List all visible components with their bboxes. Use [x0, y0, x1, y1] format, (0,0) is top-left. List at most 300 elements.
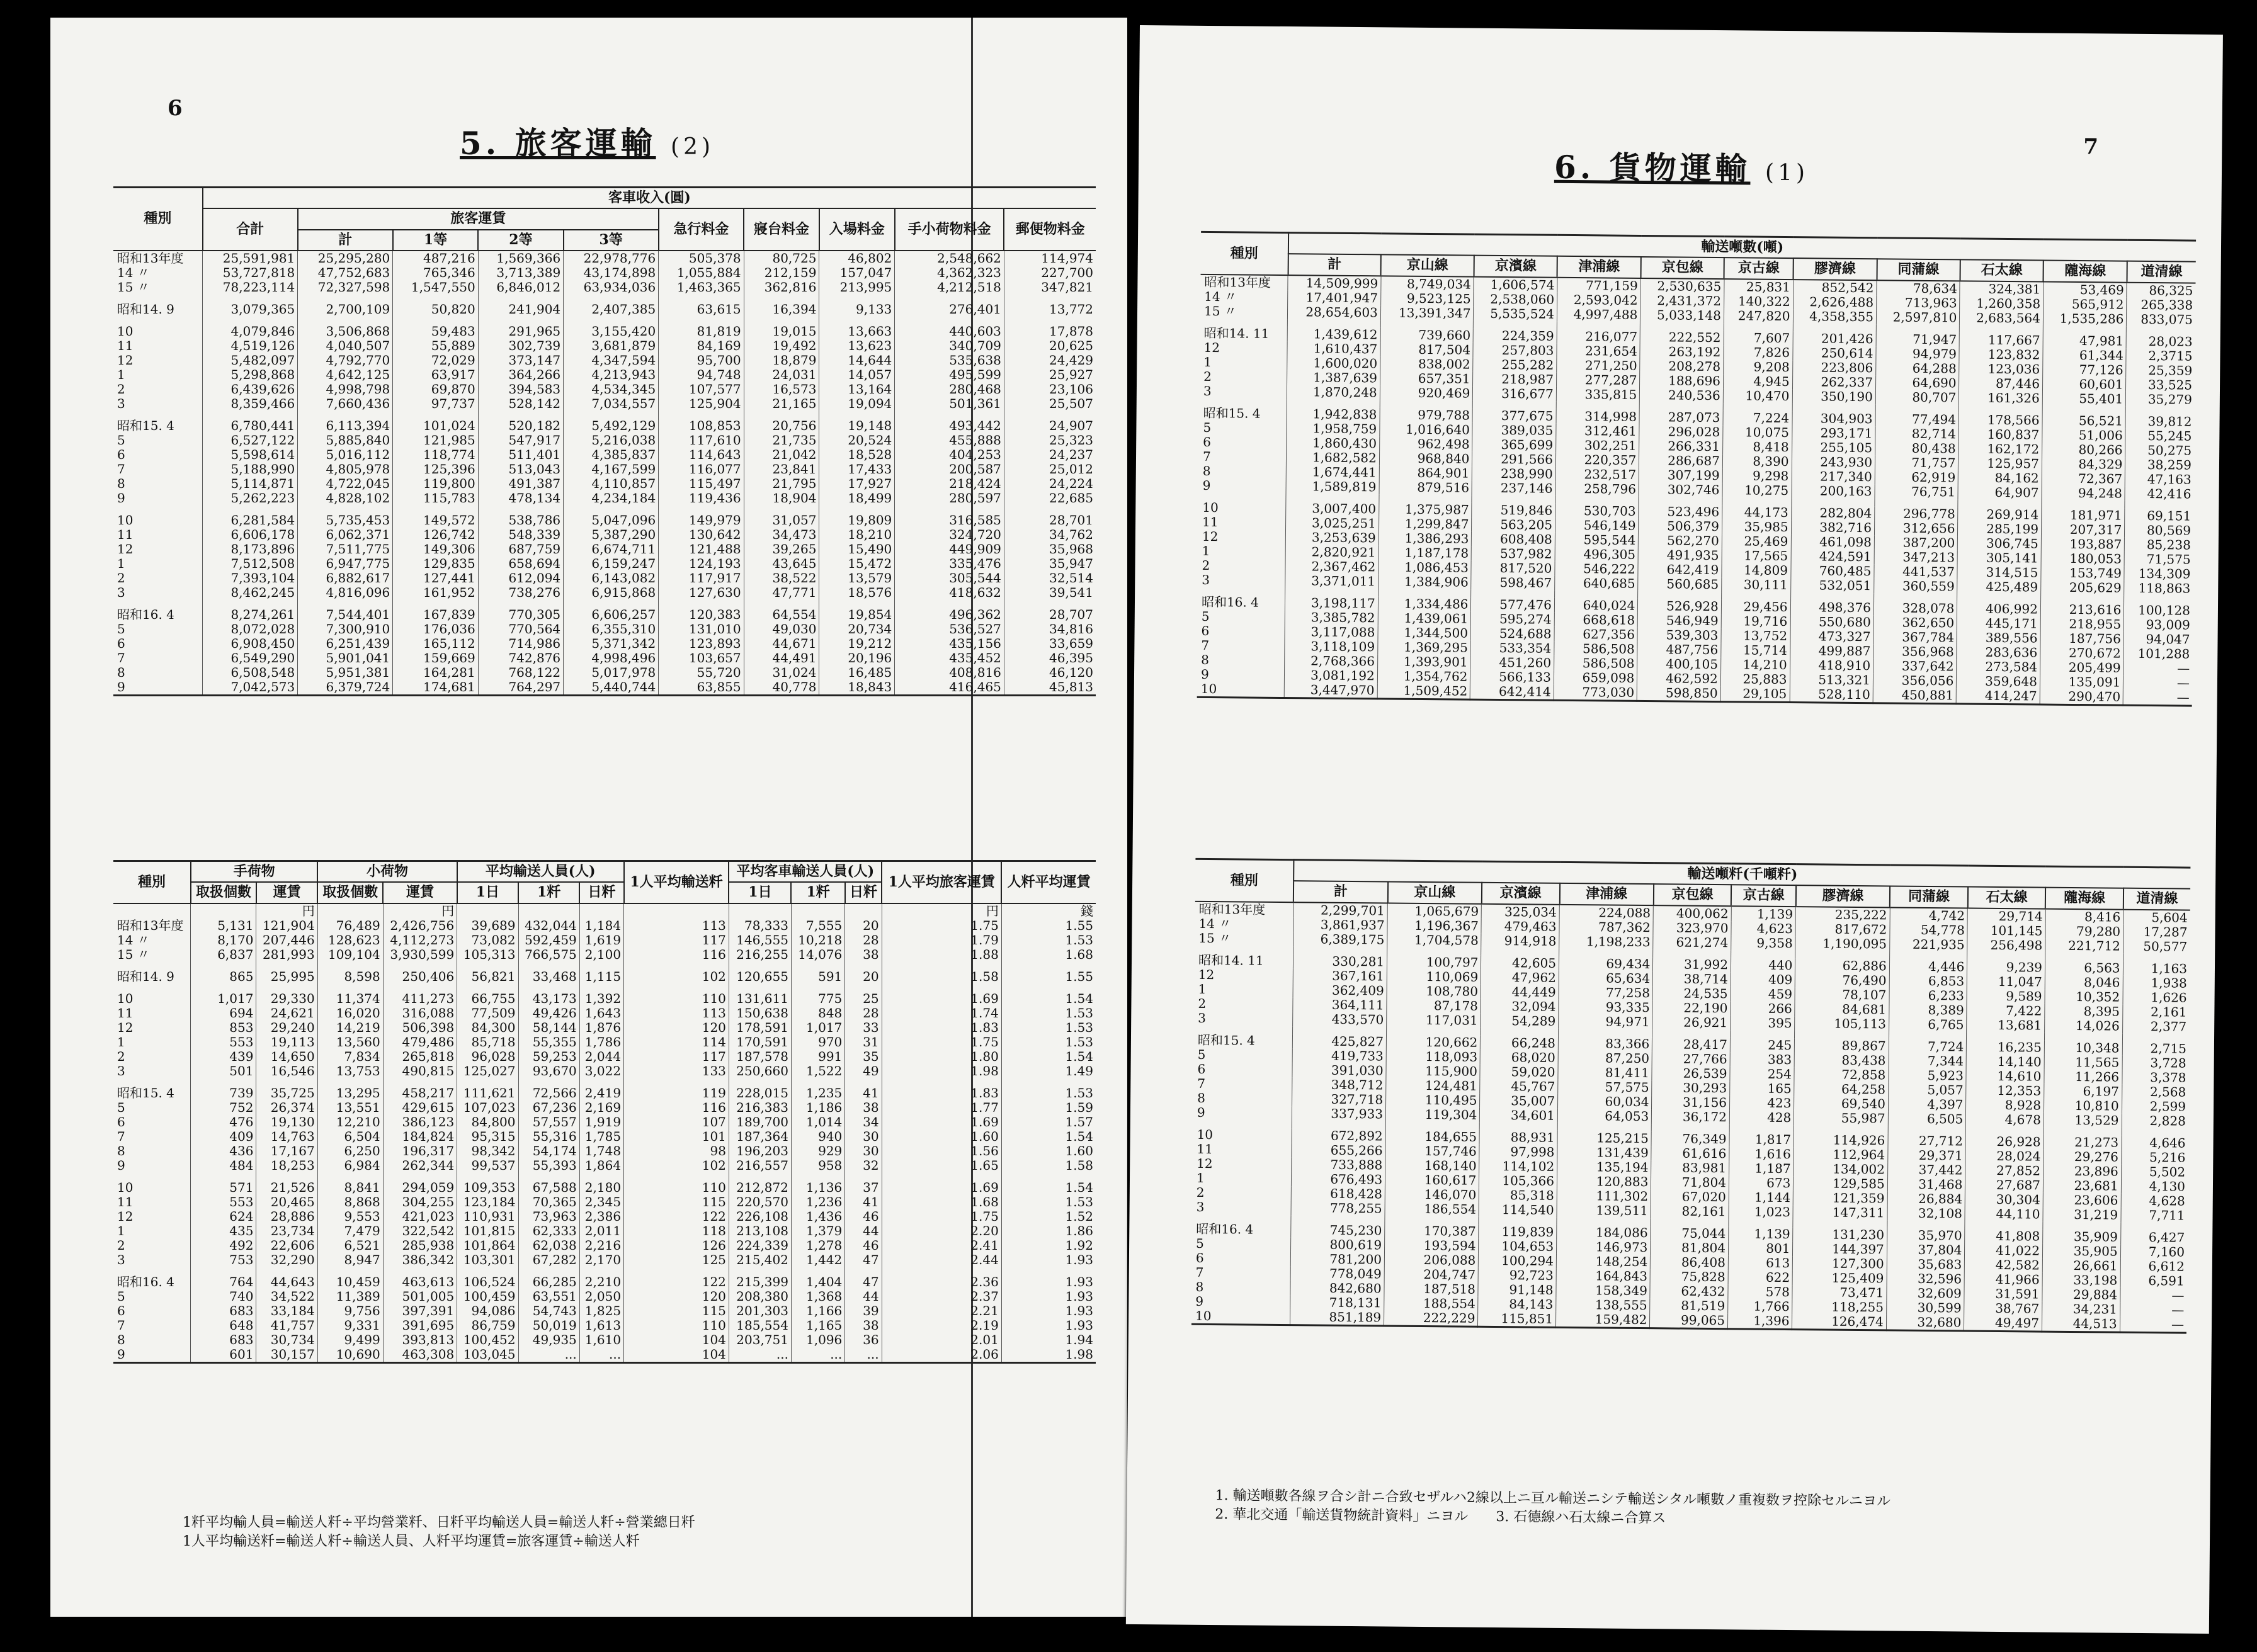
- table-cell: 41,022: [1965, 1243, 2043, 1258]
- table-cell: [317, 962, 383, 970]
- table-cell: 601: [191, 1347, 256, 1363]
- row-label: 昭和13年度: [1204, 274, 1271, 290]
- row-label: 12: [1203, 339, 1220, 355]
- table-cell: [729, 1267, 791, 1275]
- table-cell: 184,655: [1385, 1129, 1480, 1144]
- table-cell: 18,843: [819, 680, 895, 696]
- table-cell: [845, 1267, 882, 1275]
- table-cell: 32,680: [1886, 1315, 1964, 1331]
- table-cell: 929: [791, 1144, 844, 1158]
- table-cell: 42,416: [2125, 486, 2193, 501]
- table-cell: [845, 1173, 882, 1180]
- table-cell: 193,594: [1385, 1238, 1479, 1253]
- table-cell: 560,685: [1638, 577, 1722, 592]
- table-cell: 20: [845, 970, 882, 984]
- row-label: 12: [1198, 966, 1215, 982]
- table-cell: 324,381: [1960, 281, 2044, 297]
- row-label: 10: [1197, 1126, 1214, 1142]
- table-cell: 34,231: [2042, 1301, 2120, 1316]
- table-cell: 10,690: [317, 1347, 383, 1363]
- col-header: 人粁平均運賃: [1001, 861, 1096, 903]
- table-cell: 578: [1728, 1284, 1793, 1299]
- table-cell: 1,236: [791, 1195, 844, 1209]
- table-cell: [256, 984, 317, 992]
- table-cell: 131,010: [659, 622, 744, 636]
- table-cell: 71,757: [1875, 455, 1959, 470]
- table-cell: 64,690: [1875, 375, 1959, 390]
- table-cell: 95,315: [457, 1129, 518, 1144]
- row-label: 昭和15. 4: [117, 1085, 174, 1100]
- table-cell: 206,088: [1384, 1252, 1479, 1267]
- table-cell: 188,696: [1640, 373, 1724, 388]
- table-cell: 920,469: [1380, 385, 1473, 400]
- table-cell: 28,024: [1965, 1148, 2044, 1163]
- table-cell: 2,377: [2122, 1019, 2189, 1034]
- table-cell: 2.19: [882, 1318, 1001, 1333]
- table-cell: 302,746: [1639, 482, 1722, 497]
- table-cell: 627,356: [1554, 626, 1638, 642]
- row-label: 8: [117, 1332, 125, 1347]
- table-cell: 391,695: [383, 1318, 457, 1333]
- table-cell: 6,915,868: [564, 586, 659, 600]
- row-label: [113, 962, 191, 970]
- table-cell: 340,709: [895, 339, 1004, 353]
- table-cell: 739,660: [1380, 327, 1474, 342]
- row-label: 2: [117, 1237, 125, 1253]
- table-cell: 44,173: [1722, 505, 1792, 520]
- table-cell: 188,554: [1384, 1296, 1479, 1311]
- table-cell: 1,299,847: [1379, 516, 1472, 531]
- table-cell: 83,438: [1795, 1053, 1889, 1068]
- table-cell: [317, 1267, 383, 1275]
- table-cell: [791, 1078, 844, 1086]
- table-cell: 218,955: [2040, 616, 2124, 631]
- col-header: 京包線: [1654, 884, 1732, 905]
- table-cell: 6,780,441: [203, 419, 298, 433]
- table-cell: 105,313: [457, 948, 518, 962]
- row-label: 8: [1195, 1279, 1204, 1294]
- col-header: 1粁: [518, 882, 579, 903]
- table-cell: 216,383: [729, 1100, 791, 1115]
- table-cell: 44,643: [256, 1275, 317, 1289]
- table-cell: 11,389: [317, 1289, 383, 1304]
- table-cell: 21,795: [744, 477, 819, 491]
- table-cell: ...: [791, 1347, 844, 1363]
- table-cell: 1,439,061: [1378, 611, 1471, 626]
- table-cell: 14,057: [819, 368, 895, 382]
- table-cell: 6,765: [1889, 1017, 1967, 1032]
- table-cell: 84,143: [1478, 1296, 1556, 1311]
- table-cell: 8,390: [1722, 454, 1792, 469]
- table-cell: 185,554: [729, 1318, 791, 1333]
- table-cell: 683: [191, 1304, 256, 1318]
- row-label: 9: [117, 1346, 125, 1362]
- table-cell: 24,907: [1004, 419, 1096, 433]
- row-label: 11: [117, 526, 134, 542]
- table-cell: 26,928: [1965, 1134, 2044, 1149]
- passenger-revenue-table: [113, 186, 1096, 696]
- table-cell: 770,305: [478, 608, 563, 622]
- row-label: 2: [117, 570, 125, 586]
- table-cell: 10,470: [1723, 388, 1792, 404]
- table-cell: 6,853: [1889, 973, 1967, 988]
- col-header: 計: [1288, 254, 1381, 276]
- table-cell: 159,669: [393, 651, 478, 665]
- row-label: 6: [117, 446, 125, 462]
- table-cell: 536,527: [895, 622, 1004, 636]
- table-cell: 115,900: [1386, 1063, 1481, 1078]
- table-cell: 35,683: [1887, 1257, 1965, 1272]
- table-cell: 7,160: [2120, 1244, 2187, 1259]
- table-cell: 271,250: [1557, 358, 1640, 373]
- table-cell: —: [2120, 1316, 2186, 1332]
- table-cell: 4,792,770: [298, 353, 393, 368]
- table-cell: 16,394: [744, 302, 819, 317]
- col-header: 道清線: [2123, 888, 2190, 910]
- table-cell: 8,749,034: [1381, 276, 1474, 291]
- table-cell: 16,235: [1967, 1039, 2045, 1055]
- table-cell: 356,968: [1873, 644, 1957, 659]
- row-label: 10: [117, 990, 134, 1006]
- table-cell: 35,968: [1004, 542, 1096, 557]
- table-cell: 8,928: [1966, 1097, 2044, 1112]
- table-cell: 1,682,582: [1287, 450, 1380, 465]
- table-cell: 7,393,104: [203, 571, 298, 586]
- table-cell: 548,339: [478, 528, 563, 542]
- table-cell: 109,353: [457, 1180, 518, 1195]
- table-cell: 118: [624, 1224, 729, 1238]
- table-cell: 1,876: [579, 1021, 623, 1035]
- table-cell: 1.86: [1001, 1224, 1096, 1238]
- table-cell: 26,374: [256, 1100, 317, 1115]
- col-header: 石太線: [1968, 887, 2046, 908]
- table-cell: 76,490: [1795, 973, 1890, 988]
- row-label: 昭和13年度: [117, 250, 184, 266]
- table-cell: 2,216: [579, 1238, 623, 1253]
- table-cell: 215,402: [729, 1253, 791, 1267]
- table-cell: 222,552: [1640, 330, 1724, 345]
- table-cell: 1.98: [882, 1064, 1001, 1078]
- table-cell: 1.93: [1001, 1304, 1096, 1318]
- table-cell: 842,680: [1290, 1281, 1385, 1296]
- table-row: [113, 266, 1096, 280]
- col-header: 種別: [1201, 232, 1288, 274]
- table-cell: 553: [191, 1035, 256, 1049]
- row-label: 6: [117, 1114, 125, 1129]
- table-cell: 63,917: [393, 368, 478, 382]
- table-cell: 23,681: [2043, 1178, 2121, 1193]
- table-cell: 25: [845, 992, 882, 1006]
- table-cell: 1,163: [2123, 961, 2190, 976]
- table-cell: 3,007,400: [1286, 501, 1379, 516]
- table-cell: 82,714: [1875, 426, 1959, 441]
- table-cell: 266,331: [1639, 439, 1723, 454]
- table-cell: 5,262,223: [203, 491, 298, 506]
- table-cell: 13,663: [819, 324, 895, 339]
- table-cell: 6,143,082: [564, 571, 659, 586]
- table-row: [113, 1347, 1096, 1363]
- table-cell: 400,062: [1653, 905, 1731, 921]
- table-cell: 55,316: [518, 1129, 579, 1144]
- col-header: 1日: [729, 882, 791, 903]
- row-label: 7: [1197, 1075, 1206, 1091]
- table-cell: 4,628: [2121, 1193, 2188, 1208]
- table-cell: 8,462,245: [203, 586, 298, 600]
- table-row: [113, 651, 1096, 665]
- table-cell: 101,815: [457, 1224, 518, 1238]
- table-cell: 424,591: [1791, 549, 1875, 564]
- table-cell: 55,987: [1794, 1111, 1889, 1126]
- table-cell: 30,157: [256, 1347, 317, 1363]
- table-row: [113, 557, 1096, 571]
- table-cell: [882, 984, 1001, 992]
- table-cell: 77,494: [1875, 412, 1959, 427]
- table-cell: 127,630: [659, 586, 744, 600]
- table-cell: 208,278: [1640, 359, 1724, 374]
- table-cell: 566,133: [1470, 669, 1554, 684]
- table-cell: 30: [845, 1129, 882, 1144]
- col-header: 1等: [393, 230, 478, 251]
- table-cell: 47,163: [2125, 472, 2194, 487]
- row-label: 15 〃: [117, 279, 150, 295]
- table-cell: 32,094: [1481, 999, 1559, 1014]
- table-cell: 11,565: [2044, 1055, 2122, 1070]
- table-cell: 865: [191, 970, 256, 984]
- table-cell: 2,044: [579, 1049, 623, 1064]
- table-cell: 1.68: [882, 1195, 1001, 1209]
- table-cell: 105,113: [1795, 1016, 1889, 1031]
- table-cell: 149,979: [659, 513, 744, 528]
- table-cell: 117,610: [659, 433, 744, 448]
- table-cell: 101,864: [457, 1238, 518, 1253]
- table-cell: 118,093: [1386, 1049, 1481, 1064]
- table-cell: 382,716: [1791, 520, 1875, 535]
- table-cell: 113: [624, 1006, 729, 1021]
- table-cell: 114,102: [1479, 1158, 1557, 1174]
- table-cell: 59,253: [518, 1049, 579, 1064]
- table-cell: 80,569: [2125, 523, 2193, 538]
- table-cell: 35: [845, 1049, 882, 1064]
- table-cell: 216,255: [729, 948, 791, 962]
- row-label: 3: [117, 584, 125, 600]
- table-cell: 1,186: [791, 1100, 844, 1115]
- table-cell: 217,340: [1792, 469, 1875, 484]
- table-cell: 1.53: [1001, 1035, 1096, 1049]
- table-cell: 115,851: [1478, 1311, 1556, 1327]
- table-cell: 4,519,126: [203, 339, 298, 353]
- table-cell: 7,224: [1723, 410, 1792, 426]
- table-cell: 103,045: [457, 1347, 518, 1363]
- table-cell: 8,170: [191, 933, 256, 948]
- table-cell: 491,935: [1638, 548, 1722, 563]
- unit-cell: [845, 903, 882, 919]
- table-cell: 269,914: [1958, 507, 2042, 522]
- table-cell: 103,657: [659, 651, 744, 665]
- table-cell: 213,995: [819, 280, 895, 295]
- table-cell: 28,654,603: [1288, 305, 1381, 320]
- table-cell: 262,344: [383, 1158, 457, 1173]
- table-cell: 4,040,507: [298, 339, 393, 353]
- table-cell: 184,824: [383, 1129, 457, 1144]
- table-cell: 120,662: [1386, 1034, 1481, 1049]
- table-body: [1191, 901, 2190, 1332]
- table-cell: 7,034,557: [564, 397, 659, 411]
- table-cell: 391,030: [1292, 1063, 1387, 1078]
- table-cell: 8,841: [317, 1180, 383, 1195]
- table-cell: 348,712: [1292, 1077, 1387, 1092]
- table-cell: 914,918: [1481, 933, 1559, 948]
- unit-cell: [191, 903, 256, 919]
- table-row: [113, 1049, 1096, 1064]
- table-cell: 1,260,358: [1960, 296, 2044, 311]
- row-label: 10: [117, 1179, 134, 1195]
- unit-cell: [624, 903, 729, 919]
- table-cell: 745,230: [1290, 1223, 1385, 1238]
- table-cell: 8,598: [317, 970, 383, 984]
- table-cell: 35,909: [2043, 1229, 2121, 1244]
- table-cell: 4,112,273: [383, 933, 457, 948]
- table-cell: 4,945: [1723, 374, 1792, 389]
- table-cell: 20,196: [819, 651, 895, 665]
- table-row: [113, 1333, 1096, 1347]
- table-cell: 102: [624, 1158, 729, 1173]
- table-cell: [729, 1173, 791, 1180]
- table-cell: 32,108: [1887, 1206, 1965, 1221]
- table-cell: [579, 984, 623, 992]
- table-cell: 93,670: [518, 1064, 579, 1078]
- table-cell: 66,248: [1481, 1035, 1559, 1050]
- table-cell: 221,935: [1889, 937, 1967, 952]
- table-cell: 9,589: [1967, 988, 2045, 1004]
- table-cell: 35,985: [1722, 519, 1791, 535]
- table-cell: 546,949: [1638, 613, 1722, 628]
- col-header: 京濱線: [1482, 883, 1560, 904]
- table-cell: 5,114,871: [203, 477, 298, 491]
- table-cell: 2,3715: [2126, 348, 2195, 363]
- table-cell: 100,128: [2124, 603, 2193, 618]
- table-cell: 1.75: [882, 1209, 1001, 1224]
- row-label: 3: [1203, 383, 1212, 399]
- table-cell: 838,002: [1380, 356, 1474, 371]
- table-cell: 115: [624, 1304, 729, 1318]
- table-cell: 408,816: [895, 665, 1004, 680]
- table-cell: [457, 984, 518, 992]
- row-label: 9: [1195, 1293, 1204, 1309]
- table-row: [113, 448, 1096, 462]
- page-title: [460, 118, 714, 164]
- table-cell: 67,020: [1651, 1189, 1729, 1204]
- table-cell: 27,712: [1888, 1133, 1966, 1148]
- table-cell: 69,151: [2125, 508, 2193, 523]
- table-cell: 1,626: [2123, 990, 2190, 1005]
- table-row: [113, 382, 1096, 397]
- spacer-row: [113, 1078, 1096, 1086]
- table-cell: [845, 962, 882, 970]
- table-cell: 58,144: [518, 1021, 579, 1035]
- table-cell: 146,555: [729, 933, 791, 948]
- table-cell: 4,534,345: [564, 382, 659, 397]
- table-cell: 77,126: [2043, 362, 2127, 377]
- table-cell: 101,024: [393, 419, 478, 433]
- row-label: 昭和14. 9: [117, 301, 174, 317]
- table-cell: 33: [845, 1021, 882, 1035]
- unit-cell: 錢: [1001, 903, 1096, 919]
- table-cell: 2,599: [2122, 1099, 2188, 1114]
- table-cell: 1.52: [1001, 1209, 1096, 1224]
- row-label: 5: [1201, 608, 1210, 624]
- table-cell: 817,672: [1795, 922, 1890, 937]
- col-header: 京山線: [1387, 882, 1482, 904]
- table-cell: 24,237: [1004, 448, 1096, 462]
- table-cell: 42,582: [1965, 1257, 2043, 1272]
- table-cell: 28: [845, 1006, 882, 1021]
- table-cell: 1,086,453: [1379, 560, 1472, 575]
- table-cell: 256,498: [1967, 937, 2045, 953]
- table-cell: 18,210: [819, 528, 895, 542]
- row-label: 11: [1197, 1141, 1213, 1157]
- table-cell: 106,524: [457, 1275, 518, 1289]
- table-cell: 218,424: [895, 477, 1004, 491]
- table-cell: 6,947,775: [298, 557, 393, 571]
- table-cell: 10,459: [317, 1275, 383, 1289]
- col-header: 寢台料金: [744, 208, 819, 251]
- col-header: 合計: [203, 208, 298, 251]
- col-header: 入場料金: [819, 208, 895, 251]
- table-cell: 118,863: [2124, 580, 2193, 596]
- table-cell: 1,139: [1731, 906, 1796, 922]
- table-cell: 224,359: [1474, 328, 1557, 343]
- table-cell: 441,537: [1874, 564, 1958, 579]
- table-cell: 7,834: [317, 1049, 383, 1064]
- table-cell: 29,105: [1720, 686, 1790, 702]
- table-cell: 10,352: [2045, 989, 2123, 1004]
- freight-tonnage-table: [1197, 231, 2196, 706]
- table-cell: 4,079,846: [203, 324, 298, 339]
- table-row: [113, 339, 1096, 353]
- table-cell: 1,017: [791, 1021, 844, 1035]
- table-cell: 19,094: [819, 397, 895, 411]
- table-cell: 262,337: [1792, 375, 1876, 390]
- table-cell: 439: [191, 1049, 256, 1064]
- table-cell: 648: [191, 1318, 256, 1333]
- table-cell: [845, 984, 882, 992]
- row-label: 9: [117, 1157, 125, 1173]
- table-cell: 50,275: [2125, 443, 2194, 458]
- table-cell: 158,349: [1556, 1282, 1651, 1298]
- table-cell: 117: [624, 1049, 729, 1064]
- table-cell: 286,687: [1639, 453, 1723, 468]
- table-cell: 18,253: [256, 1158, 317, 1173]
- table-cell: 800,619: [1290, 1237, 1385, 1252]
- col-header: 京濱線: [1474, 256, 1558, 277]
- table-cell: 8,173,896: [203, 542, 298, 557]
- col-header: 取扱個數: [317, 882, 383, 903]
- table-cell: 586,508: [1554, 655, 1638, 670]
- table-cell: 14,140: [1966, 1054, 2044, 1069]
- table-cell: [256, 1267, 317, 1275]
- table-cell: 161,952: [393, 586, 478, 600]
- table-cell: 130,642: [659, 528, 744, 542]
- table-cell: 364,266: [478, 368, 563, 382]
- table-cell: 24,535: [1652, 986, 1731, 1001]
- row-label: 昭和15. 4: [1203, 405, 1261, 421]
- table-cell: 164,843: [1556, 1268, 1651, 1283]
- row-label: 9: [1202, 477, 1211, 493]
- table-cell: 35,725: [256, 1086, 317, 1100]
- table-cell: 409: [191, 1129, 256, 1144]
- table-cell: 238,990: [1472, 466, 1556, 481]
- table-cell: 6,197: [2044, 1083, 2122, 1099]
